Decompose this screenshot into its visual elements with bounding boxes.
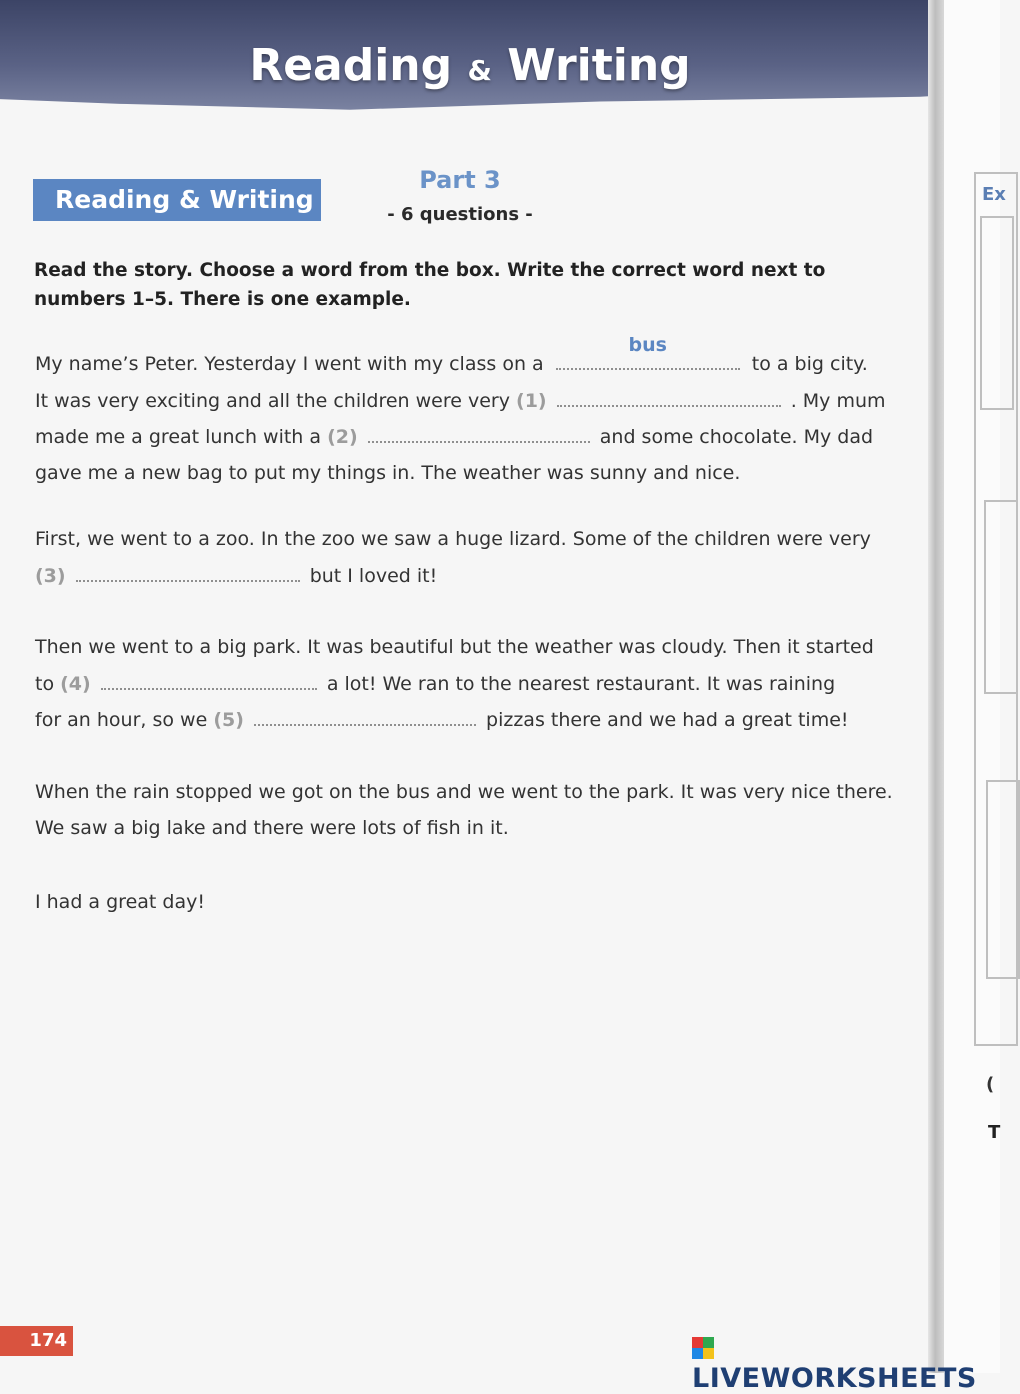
answer-gap-5[interactable] [254, 702, 476, 726]
story-line [35, 456, 905, 492]
liveworksheets-icon [692, 1337, 714, 1359]
right-page-edge [944, 0, 1006, 1373]
story-line [35, 334, 905, 383]
story-text: and some chocolate. My dad [599, 426, 874, 448]
story-paragraph-2 [35, 522, 905, 594]
story-text: but I loved it! [309, 564, 438, 587]
story-line [35, 419, 905, 456]
part-subtitle: - 6 questions - [387, 204, 533, 225]
story-text: gave me a new bag to put my things in. The weather was sunny and nice. [35, 461, 741, 484]
story-line [35, 630, 905, 666]
story-paragraph-1 [35, 334, 905, 491]
example-gap [556, 334, 740, 370]
story-text: I had a great day! [35, 891, 205, 913]
story-text: My name’s Peter. Yesterday I went with my class on a [35, 353, 544, 375]
story-text: Then we went to a big park. It was beautiful but the weather was cloudy. Then it started [35, 636, 874, 658]
header-title-writing: Writing [507, 40, 691, 91]
story-text: made me a great lunch with a [35, 426, 322, 448]
story-paragraph-4 [35, 775, 905, 846]
question-number-1: (1) [516, 389, 547, 412]
story-text: pizzas there and we had a great time! [486, 709, 849, 731]
story-text: for an hour, so we [35, 709, 208, 731]
story-line [35, 666, 905, 703]
story-line [35, 885, 905, 921]
page-number: 174 [0, 1326, 73, 1356]
instructions: Read the story. Choose a word from the box. Write the correct word next to numbers 1–5. There is one example. [34, 260, 826, 310]
story-paragraph-3 [35, 630, 905, 739]
right-page-label-mid: ( [986, 1074, 995, 1095]
story-line [35, 702, 905, 739]
story-text: It was very exciting and all the children were very [35, 389, 510, 412]
story-paragraph-5 [35, 885, 905, 921]
answer-gap-2[interactable] [368, 419, 590, 443]
answer-gap-4[interactable] [101, 666, 317, 690]
story-line [35, 383, 905, 420]
question-number-2: (2) [327, 426, 358, 448]
part-title: Part 3 [419, 166, 501, 194]
story-text: When the rain stopped we got on the bus and we went to the park. It was very nice there. [35, 781, 893, 803]
story-text: . My mum [790, 389, 886, 412]
right-page-box-1 [980, 216, 1014, 410]
question-number-3: (3) [35, 564, 66, 587]
right-page-box-2 [984, 500, 1018, 694]
liveworksheets-logo[interactable] [692, 1334, 1000, 1394]
page-fold [928, 0, 944, 1373]
story-text: First, we went to a zoo. In the zoo we saw a huge lizard. Some of the children were very [35, 528, 871, 550]
header-title-amp: & [467, 54, 492, 87]
story-line [35, 811, 905, 847]
story-line [35, 775, 905, 811]
example-answer: bus [628, 334, 667, 356]
story-line [35, 522, 905, 558]
story-text: a lot! We ran to the nearest restaurant. It was raining [326, 672, 836, 695]
right-page-label-low: T [988, 1122, 1001, 1143]
header-title-reading: Reading [249, 40, 453, 91]
story-text: to [35, 672, 55, 695]
liveworksheets-brand: LIVEWORKSHEETS [692, 1363, 977, 1394]
story-line [35, 558, 905, 595]
section-label: Reading & Writing [33, 179, 321, 221]
right-page-label-top: Ex [982, 184, 1006, 205]
answer-gap-3[interactable] [76, 558, 300, 582]
question-number-5: (5) [213, 709, 244, 731]
story-text: to a big city. [751, 353, 868, 375]
question-number-4: (4) [60, 672, 91, 695]
answer-gap-1[interactable] [557, 383, 781, 407]
right-page-box-3 [986, 780, 1020, 979]
header-title [0, 40, 940, 91]
story-text: We saw a big lake and there were lots of fish in it. [35, 816, 509, 839]
